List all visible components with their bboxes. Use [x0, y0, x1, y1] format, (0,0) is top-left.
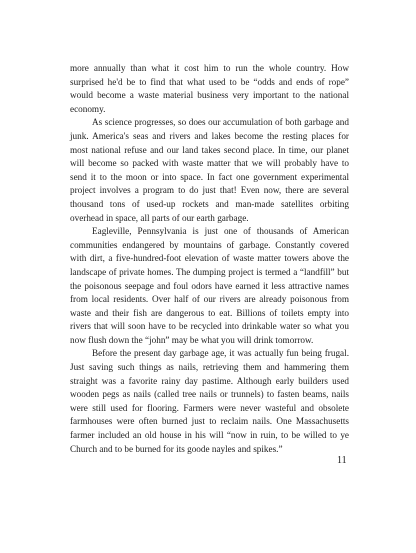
- body-text: [70, 62, 349, 456]
- paragraph-2: As science progresses, so does our accumulation of both garbage and junk. America's seas and rivers and lakes become the resting places for most national refuse and our land takes second place. In time, our planet will become so packed with waste matter that we will probably have to send it to the moon or into space. In fact one government experimental project involves a program to do just that! Even now, there are several thousand tons of used-up rockets and man-made satellites orbiting overhead in space, all parts of our earth garbage.: [70, 117, 349, 223]
- page-number: 11: [337, 455, 347, 466]
- paragraph-1: more annually than what it cost him to run the whole country. How surprised he'd be to find that what used to be “odds and ends of rope” would become a waste material business very important to the national economy.: [70, 63, 349, 114]
- paragraph-4: Before the present day garbage age, it was actually fun being frugal. Just saving such things as nails, retrieving them and hammering them straight was a favorite rainy day pastime. Although early builders used wooden pegs as nails (called tree nails or trunnels) to fasten beams, nails were still used for flooring. Farmers were never wasteful and obsolete farmhouses were often burned just to reclaim nails. One Massachusetts farmer included an old house in his will “now in ruin, to be willed to ye Church and to be burned for its goode nayles and spikes.”: [70, 348, 349, 454]
- paragraph-3: Eagleville, Pennsylvania is just one of thousands of American communities endangered by mountains of garbage. Constantly covered with dirt, a five-hundred-foot elevation of waste matter towers above the landscape of private homes. The dumping project is termed a “landfill” but the poisonous seepage and foul odors have earned it less attractive names from local residents. Over half of our rivers are already poisonous from waste and their fish are dangerous to eat. Billions of toilets empty into rivers that will soon have to be recycled into drinkable water so what you now flush down the “john” may be what you will drink tomorrow.: [70, 226, 349, 345]
